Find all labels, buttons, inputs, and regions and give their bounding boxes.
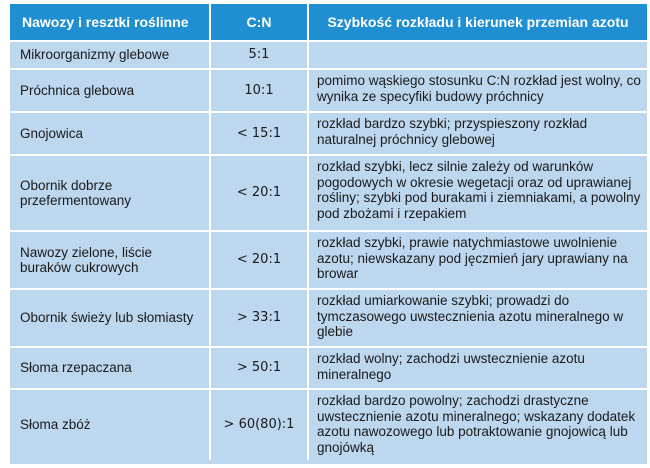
header-decomposition: Szybkość rozkładu i kierunek przemian azotu	[308, 4, 647, 41]
cell-ratio: > 60(80):1	[210, 389, 308, 460]
cell-name: Nawozy zielone, liście buraków cukrowych	[10, 231, 210, 289]
cell-desc: rozkład szybki, lecz silnie zależy od warunków pogodowych w okresie wegetacji oraz od uprawianej rośliny; szybki pod burakami i ziemniakami, a powolny pod zbożami i rzepakiem	[308, 155, 647, 231]
cell-name: Gnojowica	[10, 112, 210, 155]
cell-ratio: 10:1	[210, 69, 308, 112]
table-row	[10, 347, 647, 389]
cell-desc: pomimo wąskiego stosunku C:N rozkład jest wolny, co wynika ze specyfiki budowy próchnicy	[308, 69, 647, 112]
header-row	[10, 4, 647, 41]
cell-ratio: > 33:1	[210, 289, 308, 347]
cell-desc: rozkład bardzo powolny; zachodzi drastyczne uwstecznienie azotu mineralnego; wskazany dodatek azotu nawozowego lub potraktowanie gnojowicą lub gnojówką	[308, 389, 647, 460]
cell-name: Mikroorganizmy glebowe	[10, 41, 210, 69]
nitrogen-table	[10, 4, 647, 460]
table-row	[10, 155, 647, 231]
cell-desc: rozkład szybki, prawie natychmiastowe uwolnienie azotu; niewskazany pod jęczmień jary uprawiany na browar	[308, 231, 647, 289]
table-row	[10, 389, 647, 460]
table-row	[10, 41, 647, 69]
cell-ratio: < 20:1	[210, 155, 308, 231]
table-row	[10, 112, 647, 155]
table-row	[10, 231, 647, 289]
header-cn-ratio: C:N	[210, 4, 308, 41]
cell-desc: rozkład umiarkowanie szybki; prowadzi do tymczasowego uwstecznienia azotu mineralnego w glebie	[308, 289, 647, 347]
cell-desc	[308, 41, 647, 69]
cell-name: Słoma rzepaczana	[10, 347, 210, 389]
cell-desc: rozkład bardzo szybki; przyspieszony rozkład naturalnej próchnicy glebowej	[308, 112, 647, 155]
cell-name: Próchnica glebowa	[10, 69, 210, 112]
cell-ratio: < 20:1	[210, 231, 308, 289]
header-fertilizer: Nawozy i resztki roślinne	[10, 4, 210, 41]
cell-name: Słoma zbóż	[10, 389, 210, 460]
nitrogen-table-container	[10, 4, 647, 464]
table-body	[10, 41, 647, 460]
cell-name: Obornik świeży lub słomiasty	[10, 289, 210, 347]
cell-desc: rozkład wolny; zachodzi uwstecznienie azotu mineralnego	[308, 347, 647, 389]
table-row	[10, 289, 647, 347]
cell-ratio: 5:1	[210, 41, 308, 69]
cell-name: Obornik dobrze przefermentowany	[10, 155, 210, 231]
table-header	[10, 4, 647, 41]
cell-ratio: > 50:1	[210, 347, 308, 389]
table-row	[10, 69, 647, 112]
cell-ratio: < 15:1	[210, 112, 308, 155]
